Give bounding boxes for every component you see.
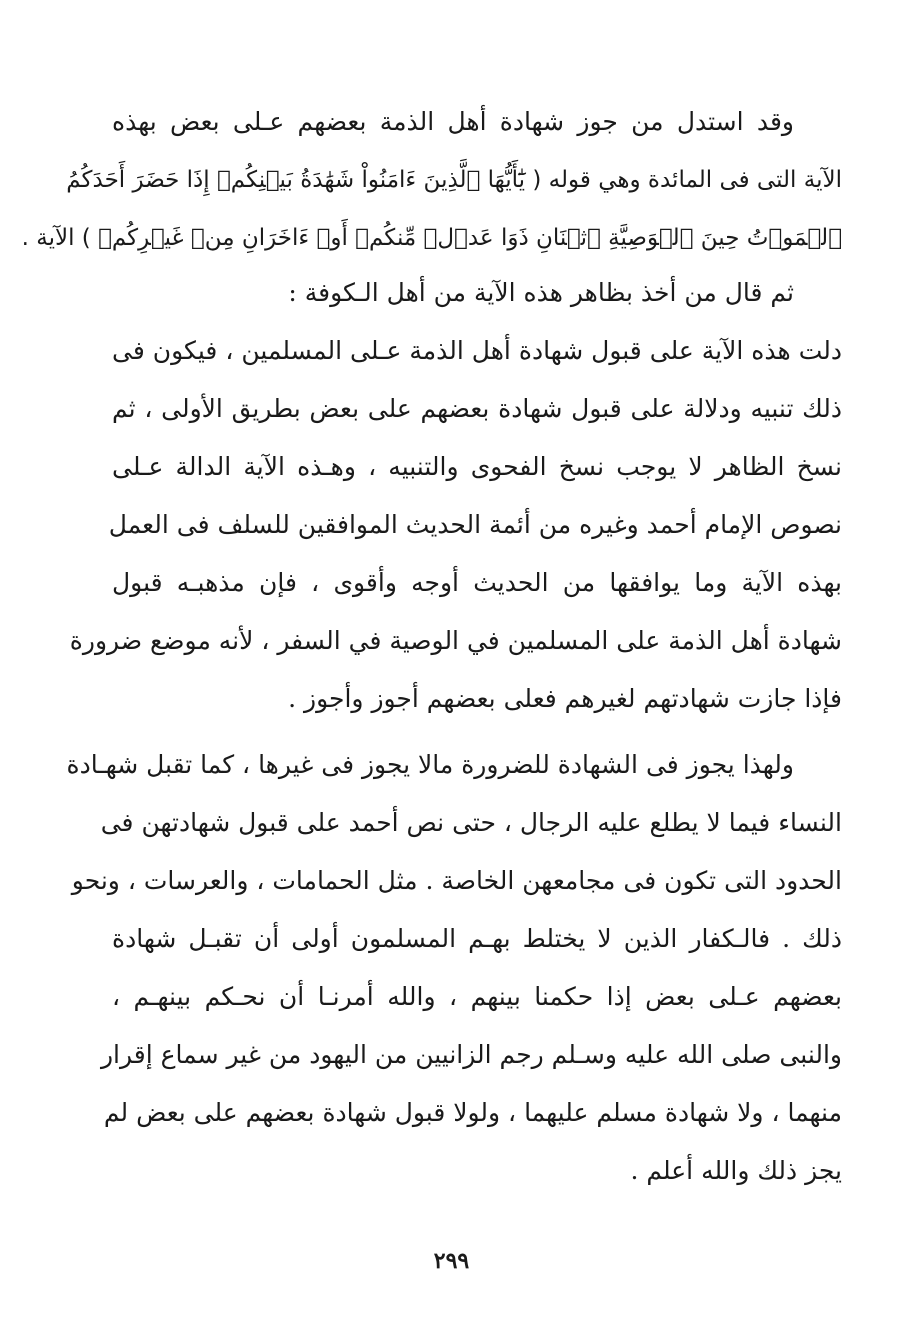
text-line: شهادة أهل الذمة على المسلمين في الوصية في السفر ، لأنه موضع ضرورة	[69, 626, 842, 655]
text-line: نسخ الظاهر لا يوجب نسخ الفحوى والتنبيه ، وهـذه الآية الدالة عـلى	[112, 452, 842, 481]
paragraph-3	[66, 736, 842, 1200]
page-number: ٢٩٩	[433, 1248, 470, 1274]
text-line: ذلك . فالـكفار الذين لا يختلط بهـم المسلمون أولى أن تقبـل شهادة	[112, 924, 842, 953]
text-line: منهما ، ولا شهادة مسلم عليهما ، ولولا قبول شهادة بعضهم على بعض لم	[103, 1098, 842, 1127]
text-line: وقد استدل من جوز شهادة أهل الذمة بعضهم عـلى بعض بهذه	[112, 107, 794, 136]
text-line: الحدود التى تكون فى مجامعهن الخاصة . مثل الحمامات ، والعرسات ، ونحو	[71, 866, 842, 895]
text-line: والنبى صلى الله عليه وسـلم رجم الزانيين من اليهود من غير سماع إقرار	[100, 1040, 842, 1069]
text-line: بهذه الآية وما يوافقها من الحديث أوجه وأقوى ، فإن مذهبـه قبول	[112, 568, 842, 597]
text-line: دلت هذه الآية على قبول شهادة أهل الذمة عـلى المسلمين ، فيكون فى	[112, 336, 842, 365]
quran-verse-line: الآية التى فى المائدة وهي قوله ( يَٰٓأَيُّهَا ٱلَّذِينَ ءَامَنُواْ شَهَٰدَةُ بَيۡنِكُمۡ إِذَا حَضَرَ أَحَدَكُمُ	[66, 167, 842, 193]
text-line: ثم قال من أخذ بظاهر هذه الآية من أهل الـكوفة :	[288, 278, 794, 307]
text-line: نصوص الإمام أحمد وغيره من أئمة الحديث الموافقين للسلف فى العمل	[108, 510, 842, 539]
paragraph-1	[21, 93, 842, 267]
text-line: يجز ذلك والله أعلم .	[630, 1156, 842, 1185]
text-line: بعضهم عـلى بعض إذا حكمنا بينهم ، والله أمرنـا أن نحـكم بينهـم ،	[112, 982, 842, 1011]
quran-verse-line: ٱلۡمَوۡتُ حِينَ ٱلۡوَصِيَّةِ ٱثۡنَانِ ذَوَا عَدۡلٖ مِّنكُمۡ أَوۡ ءَاخَرَانِ مِنۡ غَيۡرِكُمۡ ) الآية .	[21, 225, 842, 251]
text-line: ولهذا يجوز فى الشهادة للضرورة مالا يجوز فى غيرها ، كما تقبل شهـادة	[66, 750, 794, 779]
paragraph-2	[69, 264, 842, 728]
text-line: ذلك تنبيه ودلالة على قبول شهادة بعضهم على بعض بطريق الأولى ، ثم	[112, 394, 842, 423]
text-line: النساء فيما لا يطلع عليه الرجال ، حتى نص أحمد على قبول شهادتهن فى	[100, 808, 842, 837]
text-line: فإذا جازت شهادتهم لغيرهم فعلى بعضهم أجوز وأجوز .	[288, 684, 842, 713]
